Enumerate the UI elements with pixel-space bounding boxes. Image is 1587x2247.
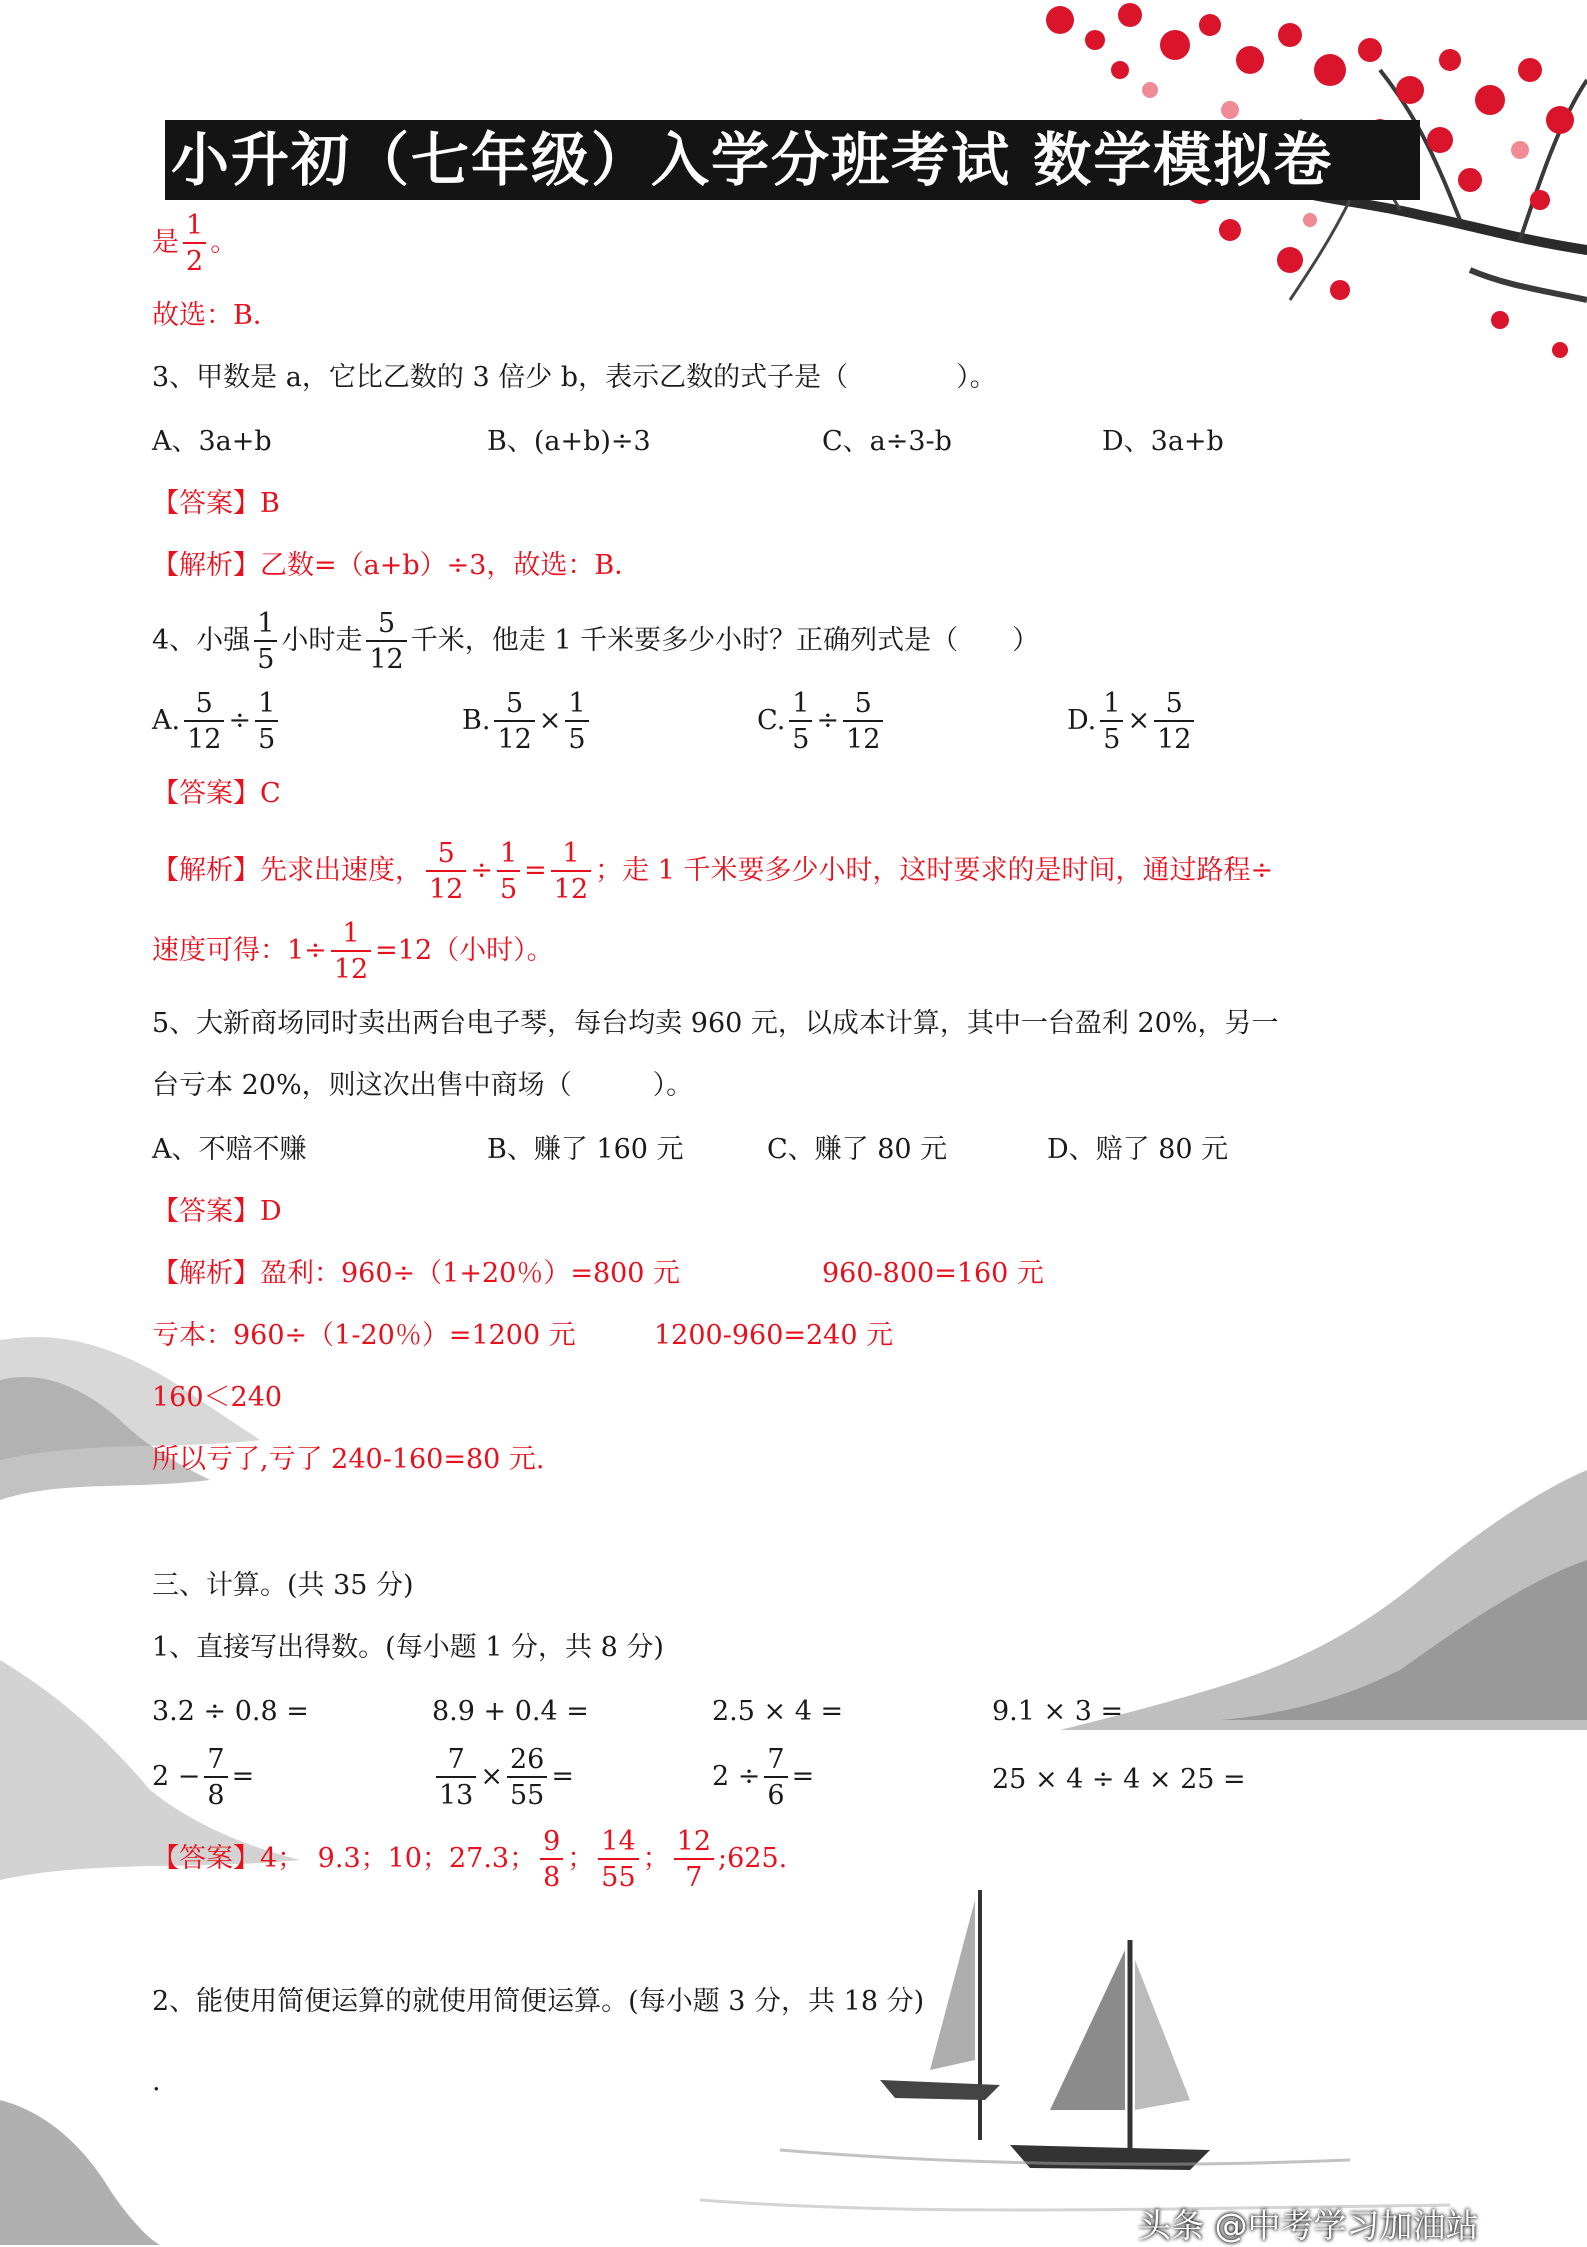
- fraction-numerator: 1: [551, 840, 591, 872]
- q4-fraction-distance: [366, 610, 406, 673]
- calc-text: 2 −: [152, 1761, 201, 1792]
- fraction-denominator: 12: [553, 874, 589, 905]
- q5-analysis-line3: 160＜240: [152, 1382, 283, 1413]
- fraction-denominator: 5: [1103, 724, 1121, 755]
- fraction-numerator: 26: [507, 1746, 547, 1778]
- fraction-numerator: 5: [1154, 690, 1194, 722]
- q4-option-b: [462, 690, 593, 753]
- prev-end: 。: [210, 227, 238, 258]
- q3-option-a: A、3a+b: [152, 426, 272, 457]
- prev-answer-line: [152, 212, 237, 275]
- fraction-numerator: 5: [843, 690, 883, 722]
- option-label: D.: [1067, 705, 1097, 736]
- fraction-numerator: 7: [204, 1746, 227, 1778]
- q5-options: [152, 1130, 1252, 1170]
- q4-analysis-line1: [152, 840, 1273, 903]
- q4-answer: 【答案】C: [152, 778, 281, 809]
- calc-item: 25 × 4 ÷ 4 × 25 =: [992, 1764, 1246, 1795]
- calc-item: 3.2 ÷ 0.8 =: [152, 1696, 309, 1727]
- fraction-denominator: 12: [369, 644, 404, 675]
- calc-item: 2.5 × 4 =: [712, 1696, 844, 1727]
- analysis-profit: 【解析】盈利：960÷（1+20％）=800 元: [152, 1258, 681, 1289]
- analysis-equals: =: [524, 855, 547, 886]
- answer-text: ；: [567, 1843, 595, 1874]
- fraction-numerator: 1: [1100, 690, 1123, 722]
- analysis-fraction: [426, 840, 466, 903]
- calc-text: =: [551, 1761, 574, 1792]
- q4-fraction-time: [254, 610, 277, 673]
- calc-text: ×: [480, 1761, 503, 1792]
- calc-text: 2 ÷: [712, 1761, 761, 1792]
- analysis-operator: ÷: [470, 855, 493, 886]
- analysis-loss-calc: 1200-960=240 元: [654, 1320, 894, 1351]
- prev-text: 是: [152, 227, 179, 258]
- answer-text: ；: [642, 1843, 670, 1874]
- answer-fraction: [674, 1828, 714, 1891]
- fraction-denominator: 12: [187, 724, 222, 755]
- q3-answer: 【答案】B: [152, 488, 280, 519]
- analysis-loss: 亏本：960÷（1-20％）=1200 元: [152, 1320, 576, 1351]
- calc-fraction: [507, 1746, 547, 1809]
- calc-fraction: [204, 1746, 227, 1809]
- calc-row-1: [152, 1692, 1252, 1732]
- q3-stem: 3、甲数是 a，它比乙数的 3 倍少 b，表示乙数的式子是（ ）。: [152, 362, 997, 393]
- q5-stem-line2: 台亏本 20%，则这次出售中商场（ ）。: [152, 1070, 694, 1101]
- fraction-numerator: 1: [254, 610, 277, 642]
- q3-option-c: C、a÷3-b: [822, 426, 952, 457]
- calc-fraction: [764, 1746, 787, 1809]
- option-fraction: [1100, 690, 1123, 753]
- fraction-denominator: 12: [333, 954, 369, 985]
- q4-option-d: [1067, 690, 1198, 753]
- fraction-numerator: 5: [184, 690, 224, 722]
- q4-stem-part: 4、小强: [152, 625, 251, 656]
- option-fraction: [1154, 690, 1194, 753]
- option-fraction: [255, 690, 278, 753]
- calc-fraction: [436, 1746, 476, 1809]
- calc-item: [432, 1746, 574, 1809]
- fraction-denominator: 8: [543, 1862, 561, 1893]
- section3-heading: 三、计算。(共 35 分): [152, 1570, 414, 1601]
- analysis-fraction: [497, 840, 520, 903]
- option-operator: ÷: [228, 705, 252, 736]
- fraction-numerator: 5: [426, 840, 466, 872]
- section3-sub2: 2、能使用简便运算的就使用简便运算。(每小题 3 分，共 18 分): [152, 1986, 925, 2017]
- watermark-text: 头条 @中考学习加油站: [1138, 2206, 1479, 2245]
- q4-option-c: [757, 690, 887, 753]
- option-label: A.: [152, 705, 181, 736]
- calc-text: =: [231, 1761, 255, 1792]
- q4-option-a: [152, 690, 282, 753]
- calc-row-2: [152, 1746, 1252, 1816]
- analysis-text: 【解析】先求出速度，: [152, 855, 422, 886]
- fraction-numerator: 9: [540, 1828, 563, 1860]
- fraction-denominator: 12: [497, 724, 532, 755]
- fraction-numerator: 5: [366, 610, 406, 642]
- q4-stem-part: 千米，他走 1 千米要多少小时？正确列式是（ ）: [410, 625, 1040, 656]
- section3-answer: [152, 1828, 787, 1891]
- fraction-numerator: 7: [436, 1746, 476, 1778]
- fraction-denominator: 12: [1157, 724, 1192, 755]
- q5-option-c: C、赚了 80 元: [767, 1134, 948, 1165]
- analysis-text: =12（小时）。: [375, 935, 554, 966]
- q4-stem-part: 小时走: [281, 625, 363, 656]
- prev-fraction: [183, 212, 206, 275]
- q4-options: [152, 690, 1252, 760]
- analysis-fraction: [551, 840, 591, 903]
- q5-option-a: A、不赔不赚: [152, 1134, 307, 1165]
- fraction-numerator: 1: [183, 212, 206, 244]
- fraction-denominator: 12: [846, 724, 881, 755]
- q5-option-d: D、赔了 80 元: [1047, 1134, 1229, 1165]
- q3-option-b: B、(a+b)÷3: [487, 426, 651, 457]
- calc-item: [712, 1746, 814, 1809]
- option-fraction: [843, 690, 883, 753]
- fraction-numerator: 7: [764, 1746, 787, 1778]
- fraction-numerator: 1: [331, 920, 371, 952]
- fraction-numerator: 1: [789, 690, 812, 722]
- q5-analysis-line2: [152, 1316, 1252, 1356]
- q5-analysis-line1: [152, 1254, 1252, 1294]
- q5-analysis-line4: 所以亏了,亏了 240-160=80 元.: [152, 1444, 545, 1475]
- fraction-numerator: 1: [565, 690, 588, 722]
- answer-fraction: [598, 1828, 638, 1891]
- fraction-denominator: 13: [439, 1780, 474, 1811]
- answer-text: ;625.: [718, 1843, 788, 1874]
- analysis-text: 速度可得：1÷: [152, 935, 327, 966]
- option-operator: ×: [538, 705, 562, 736]
- option-fraction: [184, 690, 224, 753]
- fraction-denominator: 5: [792, 724, 810, 755]
- fraction-denominator: 2: [186, 246, 204, 277]
- calc-item: 8.9 + 0.4 =: [432, 1696, 589, 1727]
- trailing-dot: .: [152, 2066, 161, 2097]
- fraction-denominator: 5: [499, 874, 518, 905]
- q3-option-d: D、3a+b: [1102, 426, 1224, 457]
- fraction-denominator: 8: [207, 1780, 225, 1811]
- option-label: B.: [462, 705, 491, 736]
- q4-stem: [152, 610, 1039, 673]
- fraction-denominator: 55: [509, 1780, 545, 1811]
- option-operator: ×: [1127, 705, 1151, 736]
- q3-analysis: 【解析】乙数=（a+b）÷3，故选：B．: [152, 550, 642, 581]
- fraction-denominator: 5: [258, 724, 276, 755]
- q5-answer: 【答案】D: [152, 1196, 282, 1227]
- q5-stem-line1: 5、大新商场同时卖出两台电子琴，每台均卖 960 元，以成本计算，其中一台盈利 20%，另一: [152, 1008, 1279, 1039]
- q3-options: [152, 422, 1252, 462]
- fraction-denominator: 12: [429, 874, 464, 905]
- answer-text: 【答案】4； 9.3；10；27.3；: [152, 1843, 537, 1874]
- fraction-denominator: 7: [685, 1862, 703, 1893]
- analysis-fraction: [331, 920, 371, 983]
- option-fraction: [494, 690, 534, 753]
- q5-option-b: B、赚了 160 元: [487, 1134, 684, 1165]
- fraction-denominator: 6: [767, 1780, 785, 1811]
- option-operator: ÷: [816, 705, 840, 736]
- calc-text: =: [791, 1761, 815, 1792]
- analysis-text: ；走 1 千米要多少小时，这时要求的是时间，通过路程÷: [595, 855, 1274, 886]
- option-fraction: [565, 690, 588, 753]
- fraction-numerator: 1: [497, 840, 520, 872]
- fraction-denominator: 5: [257, 644, 275, 675]
- calc-item: [152, 1746, 254, 1809]
- fraction-denominator: 5: [568, 724, 586, 755]
- fraction-numerator: 12: [674, 1828, 714, 1860]
- section3-sub1: 1、直接写出得数。(每小题 1 分，共 8 分): [152, 1632, 664, 1663]
- option-fraction: [789, 690, 812, 753]
- option-label: C.: [757, 705, 786, 736]
- q4-analysis-line2: [152, 920, 554, 983]
- answer-fraction: [540, 1828, 563, 1891]
- analysis-profit-calc: 960-800=160 元: [822, 1258, 1044, 1289]
- prev-choose: 故选：B．: [152, 300, 280, 331]
- fraction-denominator: 55: [601, 1862, 636, 1893]
- fraction-numerator: 5: [494, 690, 534, 722]
- page-title: 小升初（七年级）入学分班考试 数学模拟卷: [165, 120, 1420, 200]
- calc-item: 9.1 × 3 =: [992, 1696, 1124, 1727]
- fraction-numerator: 14: [598, 1828, 638, 1860]
- fraction-numerator: 1: [255, 690, 278, 722]
